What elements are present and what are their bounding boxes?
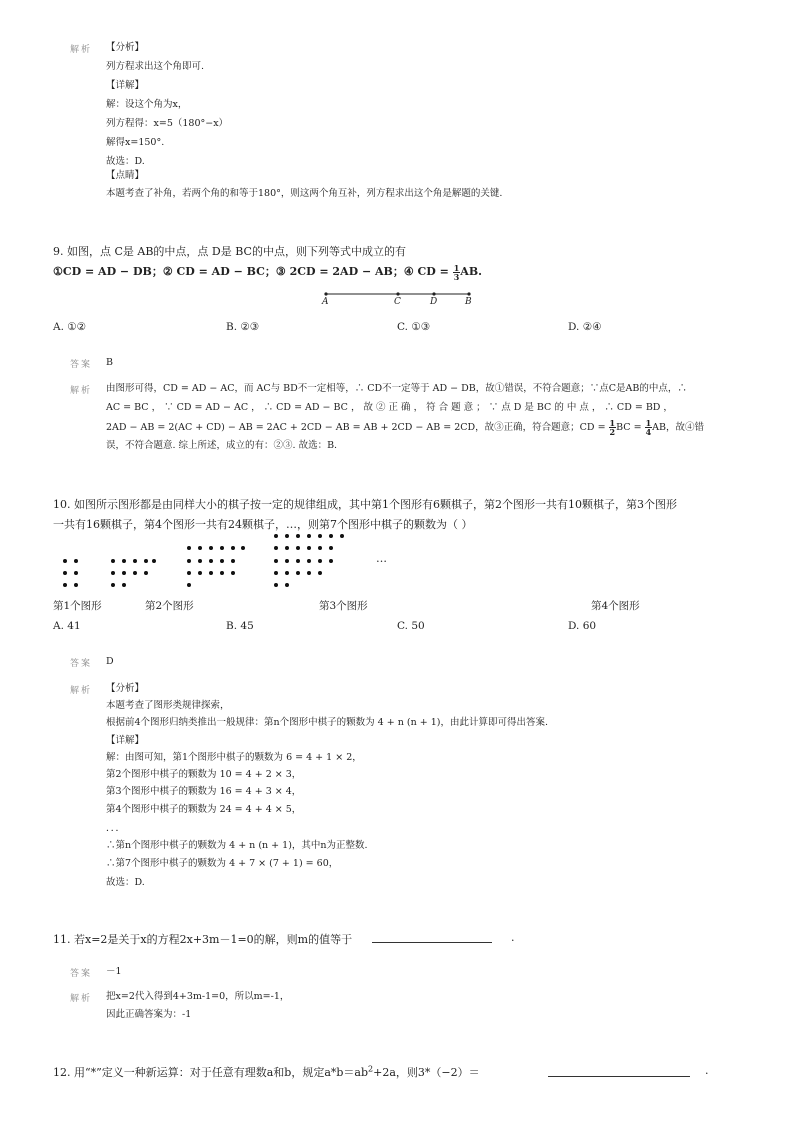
q11-tail: . (511, 931, 515, 944)
q12-answer-blank[interactable] (548, 1076, 690, 1077)
point-c (396, 292, 399, 295)
q10-line: ∴第7个图形中棋子的颗数为 4 + 7 × (7 + 1) = 60， (106, 858, 339, 869)
chess-piece-dot (63, 571, 67, 575)
chess-piece-dot (198, 559, 202, 563)
chess-piece-dot (231, 559, 235, 563)
q10-option-c[interactable]: C. 50 (397, 620, 425, 632)
chess-piece-dot (340, 534, 344, 538)
q8-line: 本题考查了补角，若两个角的和等于180°，则这两个角互补，列方程求出这个角是解题的关键. (106, 188, 503, 199)
q10-line: 【分析】 (106, 683, 145, 694)
q10-line: 故选：D. (106, 877, 145, 888)
chess-piece-dot (307, 534, 311, 538)
point-b (467, 292, 470, 295)
q10-line: 第4个图形中棋子的颗数为 24 = 4 + 4 × 5， (106, 804, 302, 815)
chess-piece-dot (274, 559, 278, 563)
point-a (324, 292, 327, 295)
figure-label: 第2个图形 (145, 600, 194, 612)
q10-line: 【详解】 (106, 735, 145, 746)
chess-piece-dot (329, 559, 333, 563)
chess-piece-dot (133, 559, 137, 563)
chess-piece-dot (209, 546, 213, 550)
q8-line: 【详解】 (106, 80, 145, 91)
q9-option-a[interactable]: A. ①② (53, 321, 87, 333)
chess-piece-dot (285, 534, 289, 538)
point-d (432, 292, 435, 295)
answer-label: 答案 (70, 659, 93, 669)
q11-answer-blank[interactable] (372, 942, 492, 943)
figure-ellipsis: … (376, 552, 387, 565)
q10-line: 第3个图形中棋子的颗数为 16 = 4 + 3 × 4， (106, 786, 302, 797)
chess-piece-dot (220, 571, 224, 575)
q8-line: 【分析】 (106, 42, 145, 53)
q10-stem: 10. 如图所示图形都是由同样大小的棋子按一定的规律组成，其中第1个图形有6颗棋子，第2个图形一共有10颗棋子，第3个图形 (53, 498, 677, 511)
chess-piece-dot (74, 583, 78, 587)
chess-piece-dot (296, 559, 300, 563)
chess-piece-dot (187, 546, 191, 550)
chess-piece-dot (231, 571, 235, 575)
chess-piece-dot (329, 546, 333, 550)
chess-piece-dot (63, 559, 67, 563)
analysis-label: 解析 (70, 45, 93, 55)
q10-stem: 一共有16颗棋子，第4个图形一共有24颗棋子，…，则第7个图形中棋子的颗数为（ ） (53, 518, 473, 531)
q12-stem: 12. 用“*”定义一种新运算：对于任意有理数a和b，规定$a*b=ab^2+2a$，则3*（−2）＝ (53, 1064, 480, 1079)
chess-piece-dot (209, 559, 213, 563)
figure-label: 第1个图形 (53, 600, 102, 612)
point-label-b: B (465, 297, 472, 307)
chess-piece-dot (220, 559, 224, 563)
chess-piece-dot (122, 559, 126, 563)
q8-line: 列方程得：x=5（180°−x） (106, 118, 229, 129)
point-label-c: C (394, 297, 401, 307)
analysis-label: 解析 (70, 686, 93, 696)
q8-line: 【点睛】 (106, 170, 145, 181)
figure-label: 第3个图形 (319, 600, 368, 612)
chess-piece-dot (329, 534, 333, 538)
q9-option-d[interactable]: D. ②④ (568, 321, 602, 333)
q9-option-b[interactable]: B. ②③ (226, 321, 260, 333)
chess-piece-dot (187, 583, 191, 587)
q9-stem: 9. 如图，点 C是 AB的中点，点 D是 BC的中点，则下列等式中成立的有 (53, 245, 406, 258)
q8-line: 解得x=150°. (106, 137, 165, 148)
q9-analysis-line: 2AD − AB = 2(AC + CD) − AB = 2AC + 2CD − AB = AB + 2CD − AB = 2CD，故③正确，符合题意；CD = $\frac{1}{2}$ BC = $\frac{1}{4}$ AB，故④错 (106, 418, 704, 437)
q11-line: 把x=2代入得到4+3m-1=0，所以m=-1， (106, 991, 290, 1002)
chess-piece-dot (241, 546, 245, 550)
chess-piece-dot (122, 571, 126, 575)
chess-piece-dot (63, 583, 67, 587)
q10-line: 根据前4个图形归纳类推出一般规律：第n个图形中棋子的颗数为 4 + n (n + 1)，由此计算即可得出答案. (106, 717, 548, 728)
q10-line: 第2个图形中棋子的颗数为 10 = 4 + 2 × 3， (106, 769, 302, 780)
q10-line: 本题考查了图形类规律探索， (106, 700, 230, 711)
chess-piece-dot (74, 571, 78, 575)
chess-piece-dot (74, 559, 78, 563)
chess-piece-dot (274, 534, 278, 538)
analysis-label: 解析 (70, 994, 93, 1004)
chess-piece-dot (111, 583, 115, 587)
q10-line: ．．． (106, 823, 126, 834)
q8-line: 列方程求出这个角即可. (106, 61, 205, 72)
chess-piece-dot (220, 546, 224, 550)
q9-equations: ①CD = AD − DB；② CD = AD − BC；③ 2CD = 2AD − AB；④ CD = $\frac{1}{3}$ AB. (53, 262, 482, 282)
chess-piece-dot (152, 559, 156, 563)
q11-stem: 11. 若x=2是关于x的方程2x+3m－1=0的解，则m的值等于 (53, 933, 353, 946)
q9-analysis-line: 误，不符合题意. 综上所述，成立的有：②③. 故选：B. (106, 440, 338, 451)
chess-piece-dot (318, 559, 322, 563)
chess-piece-dot (318, 546, 322, 550)
q10-line: 解：由图可知，第1个图形中棋子的颗数为 6 = 4 + 1 × 2， (106, 752, 362, 763)
q9-answer: B (106, 357, 113, 368)
point-label-d: D (430, 297, 438, 307)
point-label-a: A (322, 297, 329, 307)
q11-line: 因此正确答案为：-1 (106, 1009, 192, 1020)
chess-piece-dot (318, 534, 322, 538)
chess-piece-dot (187, 559, 191, 563)
q10-option-a[interactable]: A. 41 (53, 620, 81, 632)
chess-piece-dot (111, 559, 115, 563)
chess-piece-dot (111, 571, 115, 575)
q9-analysis-line: AC = BC ， ∵ CD = AD − AC ， ∴ CD = AD − BC ， 故 ② 正 确 ， 符 合 题 意 ； ∵ 点 D 是 BC 的 中 点 ， ∴ CD = BD ， (106, 402, 673, 413)
chess-piece-dot (274, 583, 278, 587)
chess-piece-dot (296, 571, 300, 575)
chess-piece-dot (122, 583, 126, 587)
chess-piece-dot (318, 571, 322, 575)
chess-piece-dot (144, 571, 148, 575)
chess-piece-dot (187, 571, 191, 575)
chess-piece-dot (296, 534, 300, 538)
q9-analysis-line: 由图形可得，CD = AD − AC，而 AC与 BD不一定相等，∴ CD不一定等于 AD − DB，故①错误，不符合题意；∵点C是AB的中点，∴ (106, 383, 687, 394)
q10-line: ∴第n个图形中棋子的颗数为 4 + n (n + 1)，其中n为正整数. (106, 840, 368, 851)
chess-piece-dot (285, 546, 289, 550)
chess-piece-dot (307, 559, 311, 563)
chess-piece-dot (285, 571, 289, 575)
chess-piece-dot (231, 546, 235, 550)
chess-piece-dot (274, 571, 278, 575)
chess-piece-dot (133, 571, 137, 575)
chess-piece-dot (296, 546, 300, 550)
chess-piece-dot (285, 559, 289, 563)
q10-option-d[interactable]: D. 60 (568, 620, 597, 632)
q8-line: 解：设这个角为x， (106, 99, 188, 110)
analysis-label: 解析 (70, 386, 93, 396)
q11-answer: －1 (106, 966, 122, 977)
chess-piece-dot (198, 546, 202, 550)
chess-piece-dot (198, 571, 202, 575)
chess-piece-dot (285, 583, 289, 587)
chess-piece-dot (307, 546, 311, 550)
chess-piece-dot (144, 559, 148, 563)
q8-line: 故选：D. (106, 156, 145, 167)
q10-answer: D (106, 656, 114, 667)
answer-label: 答案 (70, 360, 93, 370)
answer-label: 答案 (70, 969, 93, 979)
q9-option-c[interactable]: C. ①③ (397, 321, 431, 333)
q12-tail: . (705, 1064, 709, 1077)
chess-piece-dot (209, 571, 213, 575)
chess-piece-dot (274, 546, 278, 550)
q10-option-b[interactable]: B. 45 (226, 620, 254, 632)
chess-piece-dot (307, 571, 311, 575)
figure-label: 第4个图形 (591, 600, 640, 612)
